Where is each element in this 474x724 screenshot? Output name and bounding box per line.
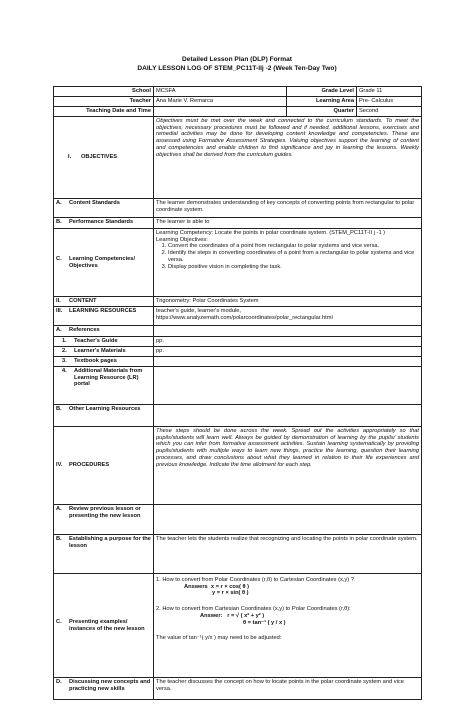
review-num: A. bbox=[56, 506, 62, 512]
references-num: A. bbox=[56, 327, 62, 333]
review-text bbox=[154, 505, 422, 535]
teachers-guide-num: 1. bbox=[62, 338, 67, 344]
content-label: CONTENT bbox=[69, 298, 97, 304]
objective-item-3: 3. Display positive vision in completing the task. bbox=[168, 264, 419, 271]
document-title: Detailed Lesson Plan (DLP) Format bbox=[182, 56, 292, 63]
resources-num: III. bbox=[56, 308, 63, 314]
performance-standards-row bbox=[54, 218, 422, 229]
other-resources-row bbox=[54, 405, 422, 427]
date-label: Teaching Date and Time bbox=[54, 107, 154, 117]
quarter-value: Second bbox=[357, 107, 422, 117]
adjustment-note: The value of tan⁻¹( y/x ) may need to be adjusted: bbox=[156, 635, 282, 642]
performance-standards-text: The learner is able to bbox=[154, 218, 422, 229]
school-value: MCSFA bbox=[154, 87, 287, 97]
formula-r: r = √ ( x² + y² ) bbox=[227, 612, 265, 619]
grade-label: Grade Level bbox=[287, 87, 357, 97]
textbook-text bbox=[154, 357, 422, 367]
objective-item-1: 1. Convert the coordinates of a point from rectangular to polar systems and vice versa. bbox=[168, 243, 419, 250]
references-text bbox=[154, 326, 422, 337]
question-1: 1. How to convert from Polar Coordinates (r,θ) to Cartesian Coordinates (x,y) ? bbox=[156, 577, 354, 583]
examples-num: C. bbox=[56, 618, 62, 625]
resources-row bbox=[54, 307, 422, 326]
review-row bbox=[54, 505, 422, 535]
area-label: Learning Area bbox=[287, 97, 357, 107]
objectives-heading: Learning Objectives: bbox=[156, 236, 208, 243]
lesson-plan-table bbox=[53, 86, 422, 700]
content-standards-text: The learner demonstrates understanding of key concepts of converting points from rectangular to polar coordinate system. bbox=[154, 199, 422, 218]
learners-materials-label: Learner's Materials bbox=[74, 348, 126, 354]
objectives-list bbox=[156, 243, 419, 270]
references-label: References bbox=[69, 327, 100, 333]
other-resources-label: Other Learning Resources bbox=[69, 406, 141, 412]
textbook-num: 3. bbox=[62, 358, 67, 364]
purpose-row bbox=[54, 535, 422, 574]
content-row bbox=[54, 297, 422, 307]
objectives-text: Objectives must be met over the week and connected to the curriculum standards. To meet the objectives, necessary procedures must be followed and if needed, additional lessons, exercises and remedial activities may be done for developing content knowledge and competencies. These are assessed using Formative Assessment Strategies. Valuing objectives support the learning of content and competencies and enable children to find significance and joy in learning the lessons. Weekly objectives shall be derived from the curriculum guides. bbox=[154, 117, 422, 199]
competencies-text bbox=[154, 229, 422, 297]
date-value bbox=[154, 107, 287, 117]
competencies-num: C. bbox=[56, 255, 62, 262]
objectives-num: I. bbox=[68, 154, 72, 161]
additional-materials-label: Additional Materials from Learning Resource (LR) portal bbox=[74, 368, 143, 388]
teacher-value: Ana Marie V. Remarca bbox=[154, 97, 287, 107]
formula-x: x = r × cos( θ ) bbox=[210, 583, 250, 590]
references-row bbox=[54, 326, 422, 337]
procedures-label: PROCEDURES bbox=[69, 462, 110, 469]
examples-row bbox=[54, 574, 422, 678]
examples-label: Presenting examples/ instances of the new lesson bbox=[69, 618, 145, 632]
teachers-guide-row bbox=[54, 337, 422, 347]
discussing-row bbox=[54, 678, 422, 700]
formula-theta: θ = tan⁻¹ ( y / x ) bbox=[243, 619, 286, 626]
purpose-text: The teacher lets the students realize that recognizing and locating the points in polar coordinate system. bbox=[154, 535, 422, 574]
additional-materials-num: 4. bbox=[62, 368, 67, 374]
document-subtitle: DAILY LESSON LOG OF STEM_PC11T-IIj -2 (Week Ten-Day Two) bbox=[137, 65, 337, 72]
performance-standards-num: B. bbox=[56, 219, 62, 225]
procedures-text: These steps should be done across the week. Spread out the activities appropriately so that pupils/students will learn well. Always be guided by demonstration of learning by the pupils/ students which you can infer from formative assessment activities. Sustain learning systematically by providing pupils/students with multiple ways to learn new things, practice the learning, question their learning processes, and draw conclusions about what they learned in relation to their life experiences and previous knowledge. Indicate the time allotment for each step. bbox=[154, 427, 422, 505]
teacher-label: Teacher bbox=[54, 97, 154, 107]
other-resources-text bbox=[154, 405, 422, 427]
objectives-row bbox=[54, 117, 422, 199]
teacher-row bbox=[54, 97, 422, 107]
discussing-text: The teacher discusses the concept on how to locate points in the polar coordinate system and vice versa. bbox=[154, 678, 422, 700]
competency-line: Learning Competency: Locate the points in polar coordinate system. (STEM_PC11T-II j -1 ) bbox=[156, 230, 386, 236]
formula-y: y = r × sin( θ ) bbox=[212, 590, 249, 597]
objectives-label-cell bbox=[54, 117, 154, 199]
discussing-num: D. bbox=[56, 679, 62, 685]
objectives-label: OBJECTIVES bbox=[81, 154, 118, 161]
area-value: Pre- Calculus bbox=[357, 97, 422, 107]
grade-value: Grade 11 bbox=[357, 87, 422, 97]
content-standards-label: Content Standards bbox=[69, 200, 120, 206]
question-2: 2. How to convert from Cartesian Coordinates (x,y) to Polar Coordinates (r,θ): bbox=[156, 606, 351, 613]
competencies-label: Learning Competencies/ Objectives bbox=[69, 255, 136, 269]
teachers-guide-label: Teacher's Guide bbox=[74, 338, 118, 344]
resources-label: LEARNING RESOURCES bbox=[69, 308, 137, 314]
procedures-row bbox=[54, 427, 422, 505]
date-row bbox=[54, 107, 422, 117]
content-standards-num: A. bbox=[56, 200, 62, 206]
objective-item-2: 2. Identify the steps in converting coordinates of a point from a rectangular to polar systems and vice versa. bbox=[168, 250, 419, 263]
school-row bbox=[54, 87, 422, 97]
additional-materials-text bbox=[154, 367, 422, 405]
quarter-label: Quarter bbox=[287, 107, 357, 117]
learners-materials-row bbox=[54, 347, 422, 357]
purpose-num: B. bbox=[56, 536, 62, 542]
examples-text bbox=[154, 574, 422, 678]
purpose-label: Establishing a purpose for the lesson bbox=[69, 536, 151, 549]
procedures-num: IV. bbox=[56, 462, 63, 469]
content-num: II. bbox=[56, 298, 61, 304]
content-standards-row bbox=[54, 199, 422, 218]
textbook-row bbox=[54, 357, 422, 367]
content-text: Trigonometry: Polar Coordinates System bbox=[154, 297, 422, 307]
discussing-label: Discussing new concepts and practicing new skills bbox=[69, 679, 151, 692]
other-resources-num: B. bbox=[56, 406, 62, 412]
resources-text: teacher's guide, learner's module, https://www.analyzemath.com/polarcoordinates/polar_rectangular.html bbox=[154, 307, 422, 326]
answer-label: Answer: bbox=[200, 612, 223, 619]
competencies-row bbox=[54, 229, 422, 297]
additional-materials-row bbox=[54, 367, 422, 405]
teachers-guide-text: pp. bbox=[154, 337, 422, 347]
school-label: School bbox=[54, 87, 154, 97]
learners-materials-text: pp. bbox=[154, 347, 422, 357]
textbook-label: Textbook pages bbox=[74, 358, 117, 364]
performance-standards-label: Performance Standards bbox=[69, 219, 134, 225]
review-label: Review previous lesson or presenting the new lesson bbox=[69, 506, 141, 519]
learners-materials-num: 2. bbox=[62, 348, 67, 354]
answers-label: Answers bbox=[184, 583, 208, 590]
